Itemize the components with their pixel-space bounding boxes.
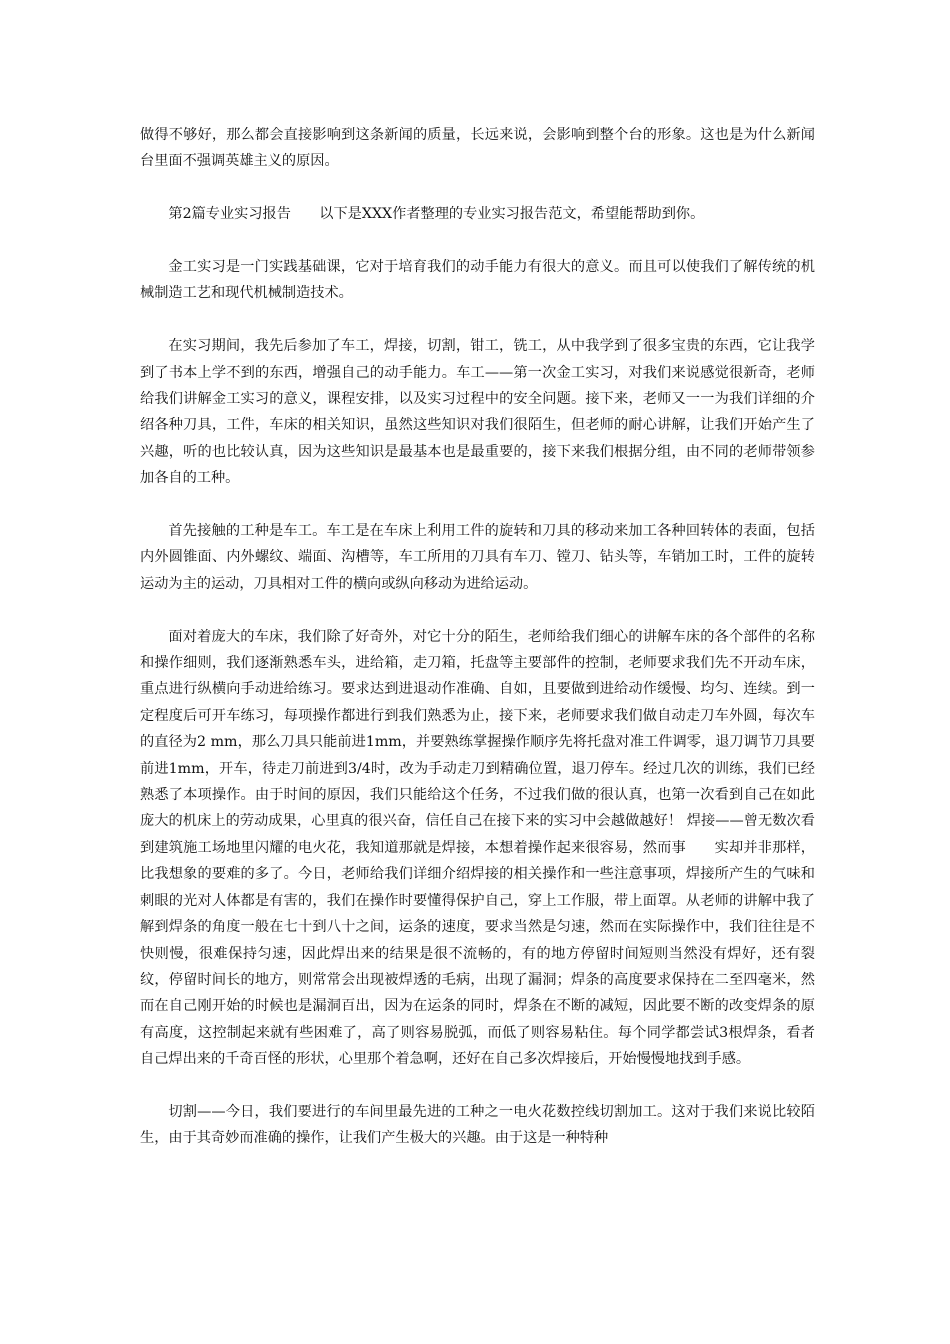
paragraph-4: 在实习期间，我先后参加了车工，焊接，切割，钳工，铣工，从中我学到了很多宝贵的东西，它让我学到了书本上学不到的东西，增强自己的动手能力。车工——第一次金工实习，对我们来说感觉很新奇，老师给我们讲解金工实习的意义，课程安排，以及实习过程中的安全问题。接下来，老师又一一为我们详细的介绍各种刀具，工件，车床的相关知识，虽然这些知识对我们很陌生，但老师的耐心讲解，让我们开始产生了兴趣，听的也比较认真，因为这些知识是最基本也是最重要的，接下来我们根据分组，由不同的老师带领参加各自的工种。 — [140, 338, 815, 487]
paragraph-7: 切割——今日，我们要进行的车间里最先进的工种之一电火花数控线切割加工。这对于我们来说比较陌生，由于其奇妙而准确的操作，让我们产生极大的兴趣。由于这是一种特种 — [140, 1103, 815, 1147]
paragraph-2-heading: 第2篇专业实习报告 以下是XXX作者整理的专业实习报告范文，希望能帮助到你。 — [168, 206, 705, 223]
paragraph-3: 金工实习是一门实践基础课，它对于培育我们的动手能力有很大的意义。而且可以使我们了解传统的机械制造工艺和现代机械制造技术。 — [140, 259, 815, 302]
paragraph-5: 首先接触的工种是车工。车工是在车床上利用工件的旋转和刀具的移动来加工各种回转体的表面，包括内外圆锥面、内外螺纹、端面、沟槽等，车工所用的刀具有车刀、镗刀、钻头等，车销加工时，工件的旋转运动为主的运动，刀具相对工件的横向或纵向移动为进给运动。 — [140, 523, 815, 592]
paragraph-6: 面对着庞大的车床，我们除了好奇外，对它十分的陌生，老师给我们细心的讲解车床的各个部件的名称和操作细则，我们逐渐熟悉车头，进给箱，走刀箱，托盘等主要部件的控制，老师要求我们先不开动车床，重点进行纵横向手动进给练习。要求达到进退动作准确、自如，且要做到进给动作缓慢、均匀、连续。到一定程度后可开车练习，每项操作都进行到我们熟悉为止，接下来，老师要求我们做自动走刀车外圆，每次车的直径为2 mm，那么刀具只能前进1mm，并要熟练掌握操作顺序先将托盘对准工件调零，退刀调节刀具要前进1mm，开车，待走刀前进到3/4时，改为手动走刀到精确位置，退刀停车。经过几次的训练，我们已经熟悉了本项操作。由于时间的原因，我们只能给这个任务，不过我们做的很认真，也第一次看到自己在如此庞大的机床上的劳动成果，心里真的很兴奋，信任自己在接下来的实习中会越做越好！ 焊接——曾无数次看到建筑施工场地里闪耀的电火花，我知道那就是焊接，本想着操作起来很容易，然而事 实却并非那样，比我想象的要难的多了。今日，老师给我们详细介绍焊接的相关操作和一些注意事项，焊接所产生的气味和刺眼的光对人体都是有害的，我们在操作时要懂得保护自己，穿上工作服，带上面罩。从老师的讲解中我了解到焊条的角度一般在七十到八十之间，运条的速度，要求当然是匀速，然而在实际操作中，我们往往是不快则慢，很难保持匀速，因此焊出来的结果是很不流畅的，有的地方停留时间短则当然没有焊好，还有裂纹，停留时间长的地方，则常常会出现被焊透的毛病，出现了漏洞；焊条的高度要求保持在二至四毫米，然而在自己刚开始的时候也是漏洞百出，因为在运条的同时，焊条在不断的减短，因此要不断的改变焊条的原有高度，这控制起来就有些困难了，高了则容易脱弧，而低了则容易粘住。每个同学都尝试3根焊条，看者自己焊出来的千奇百怪的形状，心里那个着急啊，还好在自己多次焊接后，开始慢慢地找到手感。 — [140, 628, 815, 1068]
paragraph-1: 做得不够好，那么都会直接影响到这条新闻的质量，长远来说，会影响到整个台的形象。这也是为什么新闻台里面不强调英雄主义的原因。 — [140, 127, 815, 170]
document-page — [140, 122, 815, 1178]
